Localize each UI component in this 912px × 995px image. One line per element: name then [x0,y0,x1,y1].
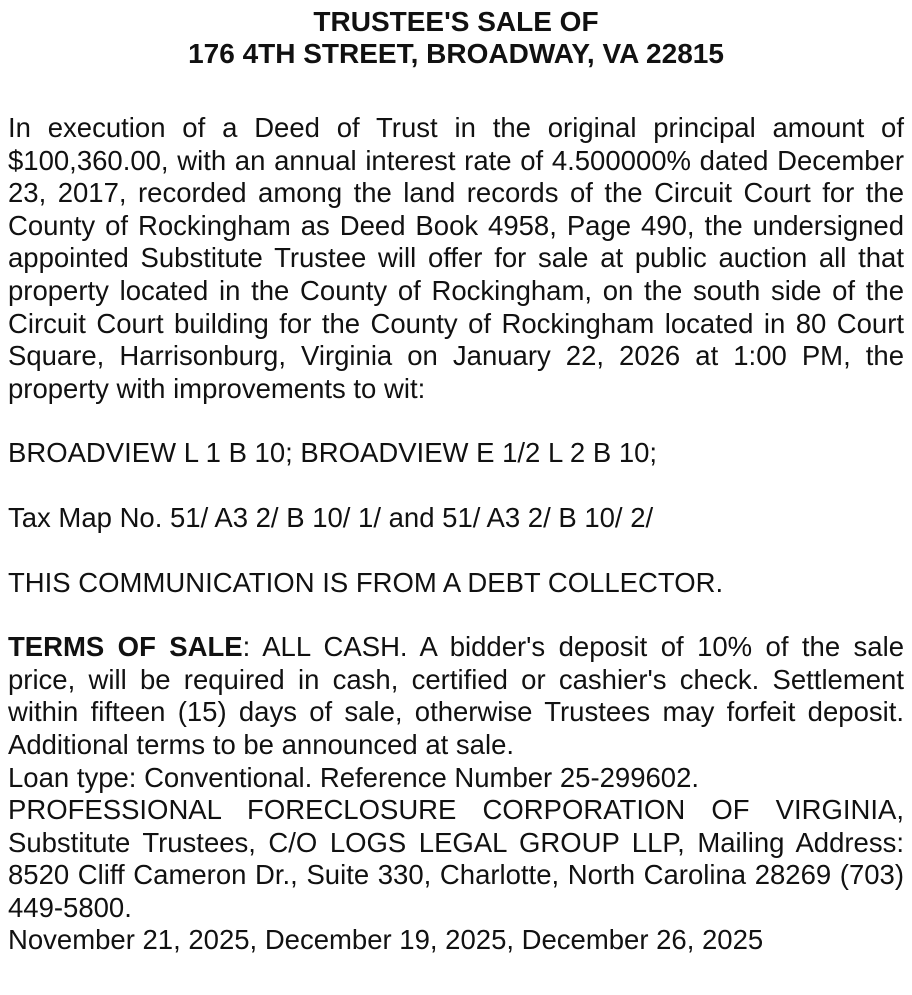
trustee-info: PROFESSIONAL FORECLOSURE CORPORATION OF VIRGINIA, Substitute Trustees, C/O LOGS LEGAL GROUP LLP, Mailing Address: 8520 Cliff Cameron Dr., Suite 330, Charlotte, North Carolina 28269 (703) 449-5800. [8,794,904,923]
tax-map-number: Tax Map No. 51/ A3 2/ B 10/ 1/ and 51/ A3 2/ B 10/ 2/ [8,501,654,533]
publication-dates: November 21, 2025, December 19, 2025, December 26, 2025 [8,924,764,956]
notice-title [8,6,904,70]
notice-body: In execution of a Deed of Trust in the original principal amount of $100,360.00, with an annual interest rate of 4.500000% dated December 23, 2017, recorded among the land records of the Circuit Court for the County of Rockingham as Deed Book 4958, Page 490, the undersigned appointed Substitute Trustee will offer for sale at public auction all that property located in the County of Rockingham, on the south side of the Circuit Court building for the County of Rockingham located in 80 Court Square, Harrisonburg, Virginia on January 22, 2026 at 1:00 PM, the property with improvements to wit: [8,112,904,404]
title-line-1: TRUSTEE'S SALE OF [313,6,599,37]
loan-info: Loan type: Conventional. Reference Number 25-299602. [8,761,700,793]
title-line-2: 176 4TH STREET, BROADWAY, VA 22815 [188,38,724,69]
legal-description: BROADVIEW L 1 B 10; BROADVIEW E 1/2 L 2 B 10; [8,437,658,469]
terms-block [8,631,904,957]
terms-label: TERMS OF SALE [8,631,243,663]
debt-collector-notice: THIS COMMUNICATION IS FROM A DEBT COLLECTOR. [8,566,724,598]
terms-of-sale [8,631,904,761]
terms-text: : ALL CASH. A bidder's deposit of 10% of the sale price, will be required in cash, certified or cashier's check. Settlement within fifteen (15) days of sale, otherwise Trustees may forfeit deposit. Additional terms to be announced at sale. [8,631,905,760]
